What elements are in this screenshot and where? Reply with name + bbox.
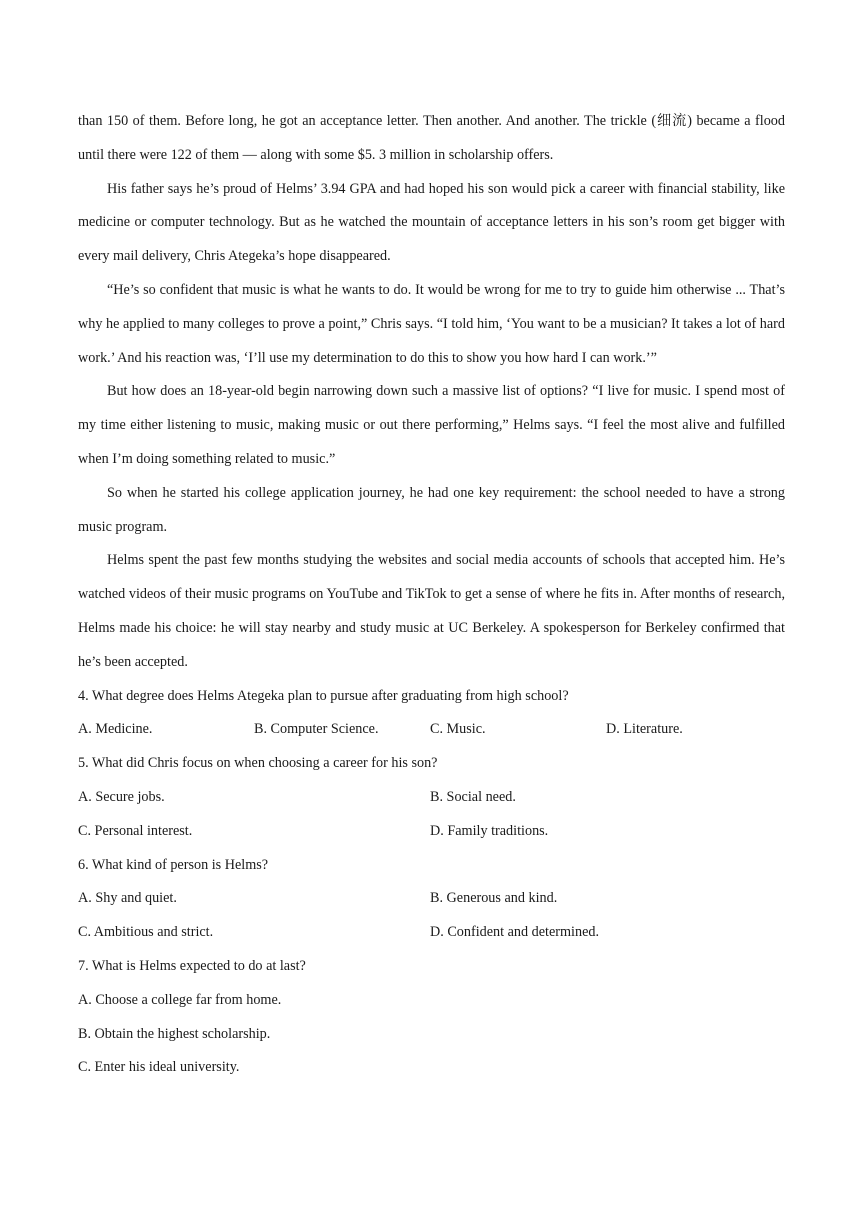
question-stem: 6. What kind of person is Helms?	[78, 856, 269, 873]
question-stem: 7. What is Helms expected to do at last?	[78, 957, 306, 974]
option-c: C. Music.	[430, 721, 486, 738]
passage-paragraph: His father says he’s proud of Helms’ 3.94 GPA and had hoped his son would pick a career with financial stability, like medicine or computer technology. But as he watched the mountain of acceptance letters in his son’s room get bigger with every mail delivery, Chris Ategeka’s hope disappeared.	[78, 180, 785, 265]
option-c: C. Personal interest.	[78, 822, 193, 839]
option-b: B. Social need.	[430, 788, 516, 805]
option-d: D. Family traditions.	[430, 822, 549, 839]
question-4	[78, 680, 785, 748]
question-stem: 5. What did Chris focus on when choosing a career for his son?	[78, 755, 438, 772]
option-a: A. Secure jobs.	[78, 788, 165, 805]
question-stem: 4. What degree does Helms Ategeka plan to pursue after graduating from high school?	[78, 687, 569, 704]
question-6	[78, 849, 785, 950]
passage-paragraph: “He’s so confident that music is what he wants to do. It would be wrong for me to try to guide him otherwise ... That’s why he applied to many colleges to prove a point,” Chris says. “I told him, ‘You want to be a musician? It takes a lot of hard work.’ And his reaction was, ‘I’ll use my determination to do this to show you how hard I can work.’”	[78, 281, 785, 366]
question-options	[78, 916, 785, 950]
passage-paragraph: than 150 of them. Before long, he got an acceptance letter. Then another. And another. The trickle (细流) became a flood until there were 122 of them — along with some $5. 3 million in scholarship offers.	[78, 113, 785, 163]
question-options	[78, 815, 785, 849]
question-options	[78, 781, 785, 815]
option-b: B. Generous and kind.	[430, 890, 558, 907]
question-options	[78, 713, 785, 747]
option-b: B. Computer Science.	[254, 721, 379, 738]
option-a: A. Shy and quiet.	[78, 890, 177, 907]
passage-paragraph: Helms spent the past few months studying the websites and social media accounts of schools that accepted him. He’s watched videos of their music programs on YouTube and TikTok to get a sense of where he fits in. After months of research, Helms made his choice: he will stay nearby and study music at UC Berkeley. A spokesperson for Berkeley confirmed that he’s been accepted.	[78, 552, 785, 670]
question-options	[78, 882, 785, 916]
option-d: D. Confident and determined.	[430, 924, 600, 941]
option-b: B. Obtain the highest scholarship.	[78, 1025, 271, 1042]
option-d: D. Literature.	[606, 721, 683, 738]
option-a: A. Medicine.	[78, 721, 153, 738]
option-c: C. Ambitious and strict.	[78, 924, 214, 941]
question-7	[78, 950, 785, 1085]
question-5	[78, 747, 785, 848]
passage-paragraph: So when he started his college application journey, he had one key requirement: the school needed to have a strong music program.	[78, 484, 785, 535]
document-page	[78, 105, 785, 1085]
option-a: A. Choose a college far from home.	[78, 991, 282, 1008]
option-c: C. Enter his ideal university.	[78, 1059, 240, 1076]
passage-paragraph: But how does an 18-year-old begin narrowing down such a massive list of options? “I live for music. I spend most of my time either listening to music, making music or out there performing,” Helms says. “I feel the most alive and fulfilled when I’m doing something related to music.”	[78, 383, 785, 467]
